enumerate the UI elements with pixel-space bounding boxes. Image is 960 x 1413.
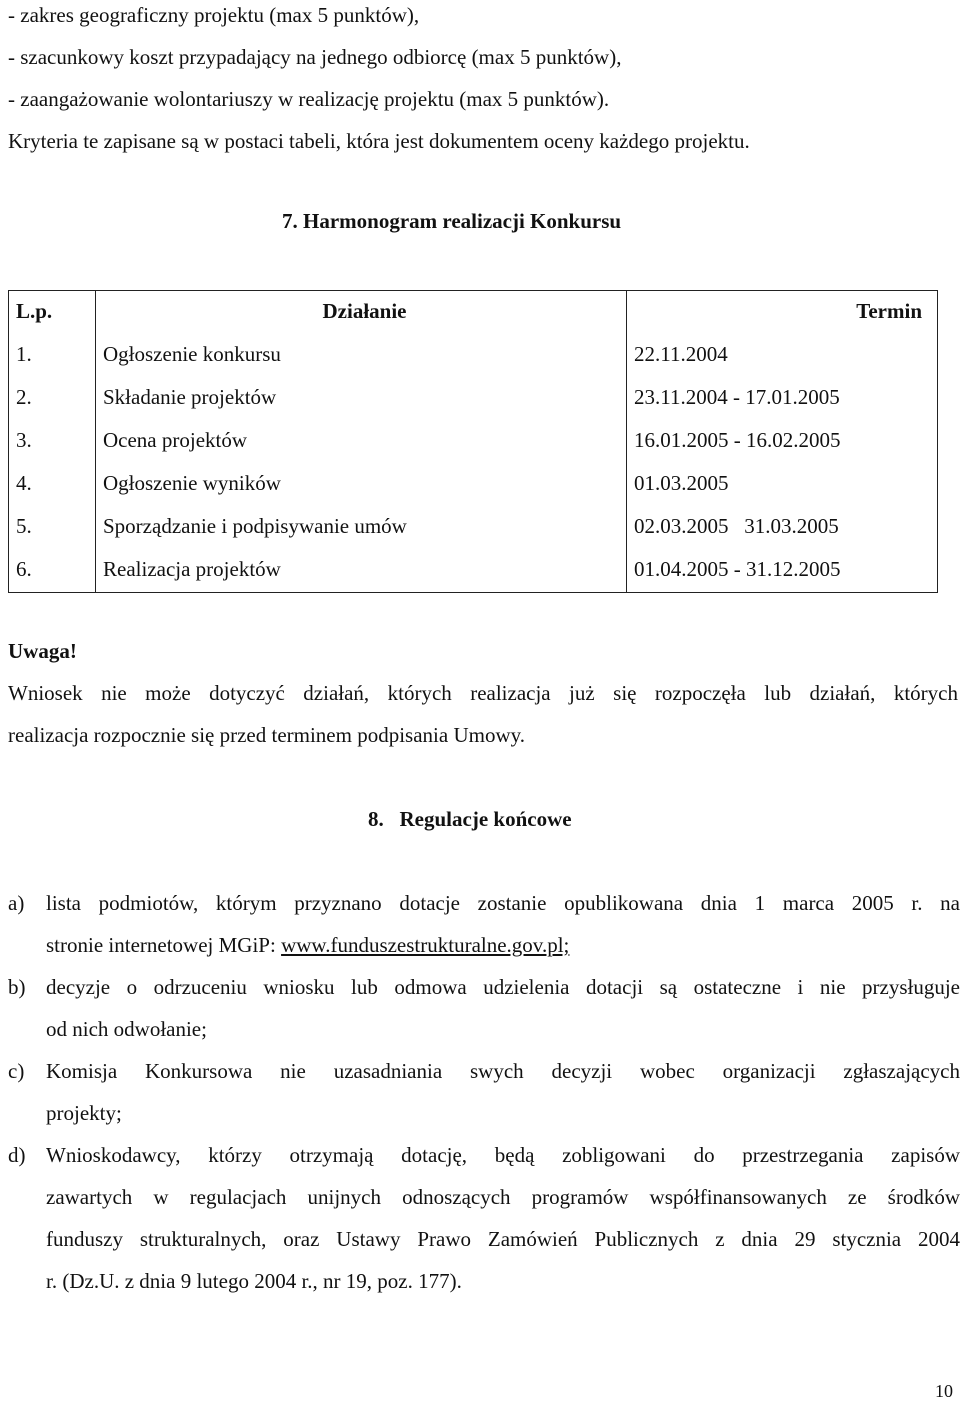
cell-lp: 5. xyxy=(16,514,32,538)
table-row xyxy=(8,333,938,376)
cell-lp: 2. xyxy=(16,385,32,409)
table-header-row xyxy=(8,290,938,333)
list-label: c) xyxy=(8,1059,25,1083)
bullet-item: - zakres geograficzny projektu (max 5 punktów), xyxy=(8,3,420,27)
list-line: lista podmiotów, którym przyznano dotacje zostanie opublikowana dnia 1 marca 2005 r. na xyxy=(46,891,960,915)
list-label: b) xyxy=(8,975,26,999)
cell-date: 01.03.2005 xyxy=(634,471,729,495)
table-row xyxy=(8,548,938,591)
website-link[interactable]: www.funduszestrukturalne.gov.pl; xyxy=(281,933,570,957)
list-line xyxy=(46,932,960,958)
note-line: Wniosek nie może dotyczyć działań, których realizacja już się rozpoczęła lub działań, których xyxy=(8,681,958,705)
list-line: od nich odwołanie; xyxy=(46,1017,207,1041)
list-line: Komisja Konkursowa nie uzasadniania swych decyzji wobec organizacji zgłaszających xyxy=(46,1059,960,1083)
cell-activity: Ogłoszenie konkursu xyxy=(103,342,281,366)
intro-paragraph: Kryteria te zapisane są w postaci tabeli, która jest dokumentem oceny każdego projektu. xyxy=(8,129,750,153)
table-row xyxy=(8,505,938,548)
link-prefix: stronie internetowej MGiP: xyxy=(46,933,282,957)
cell-lp: 4. xyxy=(16,471,32,495)
cell-activity: Ogłoszenie wyników xyxy=(103,471,281,495)
header-lp: L.p. xyxy=(16,299,53,323)
list-line: funduszy strukturalnych, oraz Ustawy Prawo Zamówień Publicznych z dnia 29 stycznia 2004 xyxy=(46,1227,960,1251)
cell-lp: 3. xyxy=(16,428,32,452)
cell-lp: 1. xyxy=(16,342,32,366)
list-label: a) xyxy=(8,891,25,915)
page-number: 10 xyxy=(935,1381,953,1401)
section-heading: 7. Harmonogram realizacji Konkursu xyxy=(282,209,622,233)
note-line: realizacja rozpocznie się przed terminem podpisania Umowy. xyxy=(8,723,526,747)
cell-date: 22.11.2004 xyxy=(634,342,728,366)
note-title: Uwaga! xyxy=(8,639,77,663)
bullet-item: - szacunkowy koszt przypadający na jednego odbiorcę (max 5 punktów), xyxy=(8,45,622,69)
section-heading: 8. Regulacje końcowe xyxy=(368,807,572,831)
list-line: r. (Dz.U. z dnia 9 lutego 2004 r., nr 19, poz. 177). xyxy=(46,1269,462,1293)
cell-date: 02.03.2005 31.03.2005 xyxy=(634,514,839,538)
table-row xyxy=(8,462,938,505)
list-line: projekty; xyxy=(46,1101,122,1125)
list-line: Wnioskodawcy, którzy otrzymają dotację, będą zobligowani do przestrzegania zapisów xyxy=(46,1143,960,1167)
table-row xyxy=(8,419,938,462)
header-date: Termin xyxy=(856,299,922,323)
header-activity: Działanie xyxy=(322,299,407,323)
cell-date: 01.04.2005 - 31.12.2005 xyxy=(634,557,841,581)
cell-activity: Sporządzanie i podpisywanie umów xyxy=(103,514,407,538)
cell-activity: Realizacja projektów xyxy=(103,557,281,581)
bullet-item: - zaangażowanie wolontariuszy w realizację projektu (max 5 punktów). xyxy=(8,87,610,111)
cell-activity: Ocena projektów xyxy=(103,428,248,452)
schedule-table xyxy=(8,290,938,591)
cell-activity: Składanie projektów xyxy=(103,385,277,409)
list-label: d) xyxy=(8,1143,26,1167)
cell-date: 16.01.2005 - 16.02.2005 xyxy=(634,428,841,452)
list-line: decyzje o odrzuceniu wniosku lub odmowa udzielenia dotacji są ostateczne i nie przysługuje xyxy=(46,975,960,999)
cell-lp: 6. xyxy=(16,557,32,581)
cell-date: 23.11.2004 - 17.01.2005 xyxy=(634,385,840,409)
list-line: zawartych w regulacjach unijnych odnoszących programów współfinansowanych ze środków xyxy=(46,1185,960,1209)
table-row xyxy=(8,376,938,419)
